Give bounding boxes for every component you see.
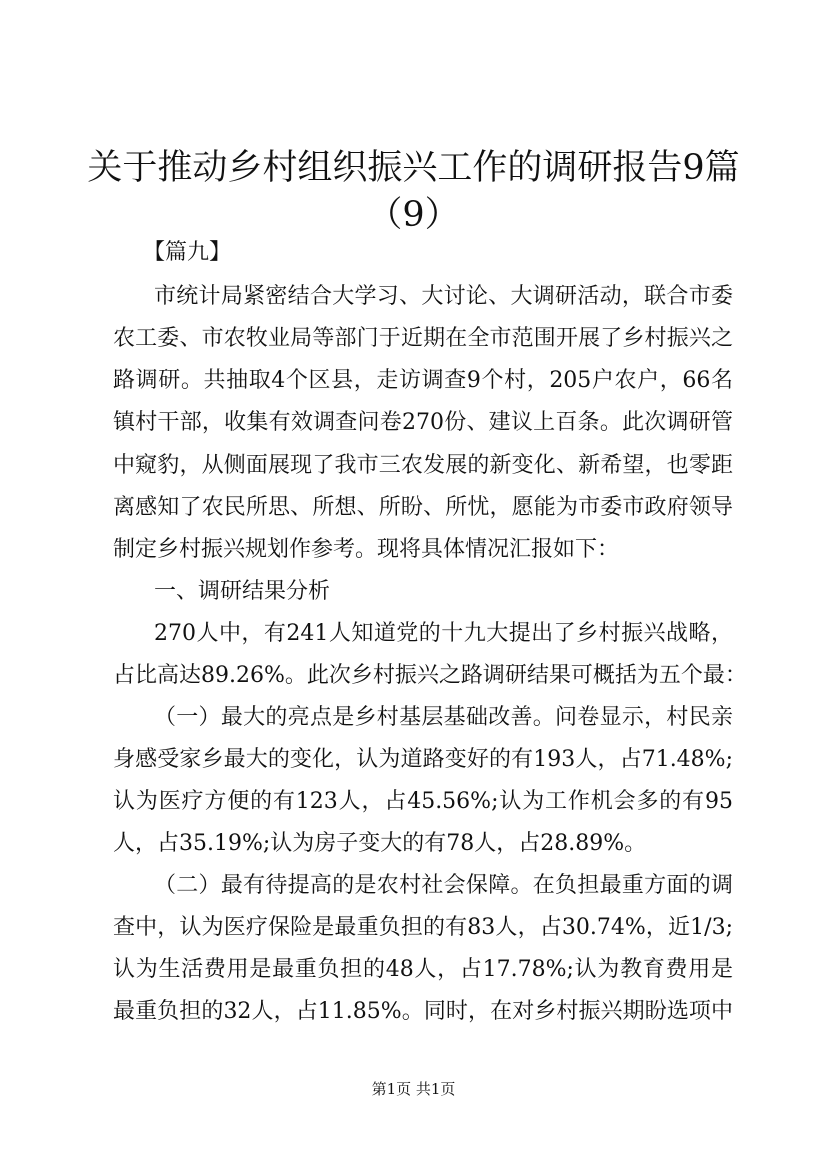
paragraph-line: 查中，认为医疗保险是最重负担的有83人，占30.74%，近1/3;: [113, 915, 733, 940]
document-title: 关于推动乡村组织振兴工作的调研报告9篇: [87, 148, 740, 188]
paragraph-line: （一）最大的亮点是乡村基层基础改善。问卷显示，村民亲: [154, 705, 733, 730]
paragraph-line: 市统计局紧密结合大学习、大讨论、大调研活动，联合市委: [154, 284, 733, 309]
paragraph-line: 认为医疗方便的有123人，占45.56%;认为工作机会多的有95: [113, 789, 733, 814]
paragraph-line: 农工委、市农牧业局等部门于近期在全市范围开展了乡村振兴之: [113, 326, 733, 351]
section-heading: 【篇九】: [143, 240, 232, 265]
paragraph-line: 270人中，有241人知道党的十九大提出了乡村振兴战略，: [154, 621, 733, 646]
paragraph-line: 制定乡村振兴规划作参考。现将具体情况汇报如下：: [113, 537, 620, 562]
paragraph-line: 人，占35.19%;认为房子变大的有78人，占28.89%。: [113, 831, 647, 856]
paragraph-line: 镇村干部，收集有效调查问卷270份、建议上百条。此次调研管: [113, 410, 733, 435]
paragraph-line: （二）最有待提高的是农村社会保障。在负担最重方面的调: [154, 873, 733, 898]
paragraph-line: 占比高达89.26%。此次乡村振兴之路调研结果可概括为五个最：: [113, 663, 747, 688]
paragraph-line: 离感知了农民所思、所想、所盼、所忧，愿能为市委市政府领导: [113, 495, 733, 520]
page-footer: 第1页 共1页: [371, 1080, 456, 1098]
document-title-continued: （9）: [367, 195, 460, 235]
paragraph-line: 身感受家乡最大的变化，认为道路变好的有193人，占71.48%;: [113, 747, 733, 772]
paragraph-line: 最重负担的32人，占11.85%。同时，在对乡村振兴期盼选项中: [113, 999, 733, 1024]
subsection-heading: 一、调研结果分析: [154, 579, 331, 604]
paragraph-line: 中窥豹，从侧面展现了我市三农发展的新变化、新希望，也零距: [113, 453, 733, 478]
paragraph-line: 路调研。共抽取4个区县，走访调查9个村，205户农户，66名: [113, 368, 733, 393]
paragraph-line: 认为生活费用是最重负担的48人，占17.78%;认为教育费用是: [113, 957, 733, 982]
